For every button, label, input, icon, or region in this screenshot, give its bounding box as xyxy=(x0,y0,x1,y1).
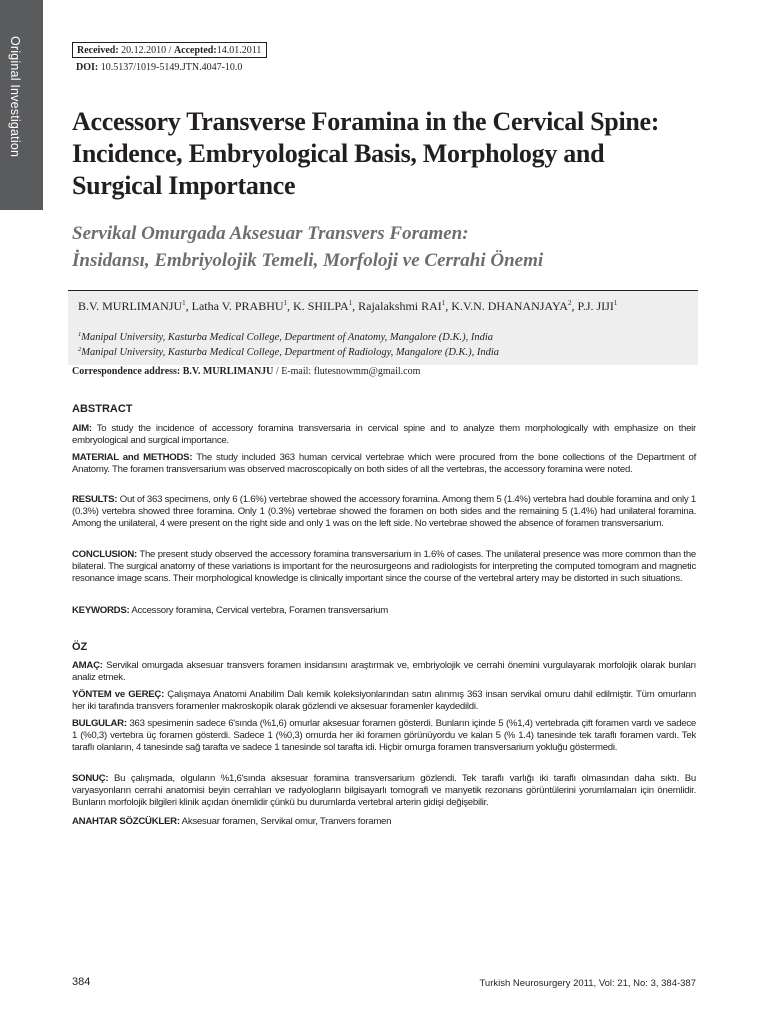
date-separator: / xyxy=(168,45,172,56)
aim-label: AIM: xyxy=(72,423,92,434)
author-name: Latha V. PRABHU xyxy=(191,299,284,313)
author-name: B.V. MURLIMANJU xyxy=(78,299,183,313)
turkish-title-line: Servikal Omurgada Aksesuar Transvers Foramen: xyxy=(72,223,469,244)
received-accepted-box xyxy=(72,42,267,58)
sonuc-label: SONUÇ: xyxy=(72,773,109,784)
accepted-label: Accepted: xyxy=(173,45,217,56)
aim-text: To study the incidence of accessory foramina transversaria in cervical spine and to analyze them morphologically with emphasize on their embryological and surgical importance. xyxy=(72,423,697,447)
author-affil-mark: 1 xyxy=(348,299,353,307)
yontem-text: Çalışmaya Anatomi Anabilim Dalı kemik koleksiyonlarından satın alınmış 363 insan servikal omuru dahil edilmiştir. Tüm omurların her iki tarafında transvers foramenler makroskopik olarak gözlendi ve aksesuar foramenler kaydedildi. xyxy=(72,689,696,713)
author-affil-mark: 1 xyxy=(441,299,446,307)
doi-value: 10.5137/1019-5149.JTN.4047-10.0 xyxy=(100,62,243,73)
correspondence-label: Correspondence address: xyxy=(72,366,181,377)
conclusion-text: The present study observed the accessory foramina transversarium in 1.6% of cases. The unilateral presence was more common than the bilateral. The surgical anatomy of these variations is important for the neurosurgeons and radiologists for interpreting the computed tomogram and magnetic resonance image scans. Their morphological knowledge is clinically important since the course of the vertebral artery may be distorted in such situations. xyxy=(72,549,696,585)
oz-bulgular xyxy=(72,718,696,754)
methods-label: MATERIAL and METHODS: xyxy=(72,452,193,463)
anahtar-text: Aksesuar foramen, Servikal omur, Tranvers foramen xyxy=(181,816,392,827)
received-date: 20.12.2010 xyxy=(121,45,167,56)
title-line: Incidence, Embryological Basis, Morphology and xyxy=(72,139,605,168)
results-text: Out of 363 specimens, only 6 (1.6%) vertebrae showed the accessory foramina. Among them 5 (1.4%) vertebra had double foramina and only 1 (0.3%) vertebra showed three foramina. Only 1 (0.3%) vertebrae showed the foramen on both sides and the remaining 5 (1.4%) had unilateral foramina. Among the unilateral, 4 were present on the right side and only 1 was on the left side. No vertebrae showed the absence of foramen transversarium. xyxy=(72,494,696,530)
anahtar-label: ANAHTAR SÖZCÜKLER: xyxy=(72,816,180,827)
amac-label: AMAÇ: xyxy=(72,660,103,671)
oz-heading: ÖZ xyxy=(72,641,88,653)
affiliation-2 xyxy=(78,346,499,358)
keywords-text: Accessory foramina, Cervical vertebra, Foramen transversarium xyxy=(131,605,389,616)
oz-sonuc xyxy=(72,773,696,809)
bulgular-label: BULGULAR: xyxy=(72,718,127,729)
correspondence-line: Correspondence address: B.V. MURLIMANJU / E-mail: flutesnowmm@gmail.com xyxy=(72,366,421,377)
sonuc-text: Bu çalışmada, olguların %1,6'sında aksesuar foramina transversarium gözlendi. Tek taraflı varlığı iki taraflı olmasından daha sıktı. Bu varyasyonların cerrahi anatomisi beyin cerrahları ve radyologların bilgisayarlı tomografi ve manyetik rezonans görüntülerini yorumlamaları için önemlidir. Bunların morfolojik bilgileri klinik açıdan önemlidir çünkü bu durumlarda vertebral arterin gidişi değişebilir. xyxy=(72,773,696,809)
author-list: B.V. MURLIMANJU$^1$, Latha V. PRABHU$^1$, K. SHILPA$^1$, Rajalakshmi RAI$^1$, K.V.N. DHANANJAYA$^2$, P.J. JIJI$^1$ xyxy=(78,299,618,313)
results-label: RESULTS: xyxy=(72,494,118,505)
side-tab-label: Original Investigation xyxy=(8,36,22,158)
abstract-heading: ABSTRACT xyxy=(72,403,133,415)
author-name: K. SHILPA xyxy=(293,299,349,313)
oz-anahtar xyxy=(72,816,696,828)
amac-text: Servikal omurgada aksesuar transvers foramen insidansını araştırmak ve, embriyolojik ve cerrahi önemini vurgulayarak morfolojik olarak bunları analiz etmek. xyxy=(72,660,696,684)
accepted-date: 14.01.2011 xyxy=(216,45,262,56)
author-affil-mark: 2 xyxy=(567,299,572,307)
yontem-label: YÖNTEM ve GEREÇ: xyxy=(72,689,165,700)
affiliation-mark: 1 xyxy=(78,331,82,338)
author-name: Rajalakshmi RAI xyxy=(358,299,442,313)
abstract-methods xyxy=(72,452,696,476)
abstract-conclusion xyxy=(72,549,696,585)
article-title xyxy=(72,106,732,202)
keywords-label: KEYWORDS: xyxy=(72,605,130,616)
page-number: 384 xyxy=(72,976,91,988)
author-block xyxy=(68,290,698,365)
turkish-title-line: İnsidansı, Embriyolojik Temeli, Morfoloji ve Cerrahi Önemi xyxy=(72,250,544,271)
doi-label: DOI: xyxy=(76,62,99,73)
turkish-title xyxy=(72,220,732,274)
received-label: Received: xyxy=(77,45,119,56)
title-line: Accessory Transverse Foramina in the Cervical Spine: xyxy=(72,107,660,136)
title-line: Surgical Importance xyxy=(72,171,296,200)
section-side-tab xyxy=(0,0,43,210)
author-name: P.J. JIJI xyxy=(577,299,614,313)
affiliation-mark: 2 xyxy=(78,346,82,353)
affiliation-text: Manipal University, Kasturba Medical College, Department of Radiology, Mangalore (D.K.), India xyxy=(81,347,500,358)
email-address[interactable]: flutesnowmm@gmail.com xyxy=(313,366,421,377)
correspondence-name: B.V. MURLIMANJU xyxy=(182,366,274,377)
oz-amac xyxy=(72,660,696,684)
affiliation-1 xyxy=(78,331,493,343)
journal-citation: Turkish Neurosurgery 2011, Vol: 21, No: 3, 384-387 xyxy=(479,978,696,989)
abstract-results xyxy=(72,494,696,530)
email-label: E-mail: xyxy=(281,366,312,377)
abstract-keywords xyxy=(72,605,696,617)
affiliation-text: Manipal University, Kasturba Medical College, Department of Anatomy, Mangalore (D.K.), India xyxy=(81,332,494,343)
bulgular-text: 363 spesimenin sadece 6'sında (%1,6) omurlar aksesuar foramen gösterdi. Bunların içinde 5 (%1,4) vertebrada çift foramen vardı ve sadece 1 (%0,3) vertebra üç foramen gösterdi. Sadece 1 (%0,3) omurda her iki foramen görünüyordu ve kalan 5 (% 1.4) tanesinde tek taraflı foramen vardı. Tek taraflı olanların, 4 tanesinde sağ tarafta ve sadece 1 tanesinde sol tarafta idi. Hiçbir omurga foramen transversarium yokluğu göstermedi. xyxy=(72,718,697,754)
author-affil-mark: 1 xyxy=(283,299,288,307)
author-affil-mark: 1 xyxy=(182,299,186,307)
conclusion-label: CONCLUSION: xyxy=(72,549,137,560)
author-affil-mark: 1 xyxy=(613,299,618,307)
abstract-aim xyxy=(72,423,696,447)
doi-line xyxy=(76,62,242,73)
author-name: K.V.N. DHANANJAYA xyxy=(451,299,568,313)
oz-yontem xyxy=(72,689,696,713)
methods-text: The study included 363 human cervical vertebrae which were procured from the bone collections of the Department of Anatomy. The foramen transversarium was observed macroscopically on both sides of all the vertebras, the accessory foramina were noted. xyxy=(72,452,696,476)
